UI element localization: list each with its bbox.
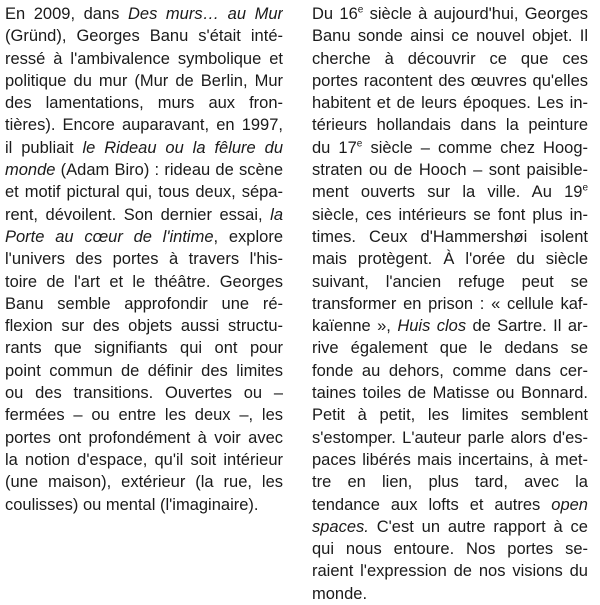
text-segment: ou des transitions. Ouvertes ou – [5, 384, 283, 403]
text-segment: rants que signifiants qui ont pour [5, 339, 283, 358]
left-text-line [5, 337, 283, 359]
left-text-line [5, 114, 283, 136]
text-segment: cherche à découvrir ce que ces [312, 49, 588, 68]
left-text-line [5, 404, 283, 426]
right-text-line [312, 494, 588, 516]
text-segment: térieurs hollandais dans la peinture [312, 116, 588, 135]
left-text-line [5, 181, 283, 203]
italic-title: monde [5, 161, 56, 180]
right-text-line [312, 114, 588, 136]
left-text-line [5, 3, 283, 25]
text-segment: ment ouverts sur la ville. Au 19 [312, 183, 583, 202]
left-text-line [5, 248, 283, 270]
text-segment: qui nous entoure. Nos portes se- [312, 540, 588, 559]
italic-title: Des murs… au Mur [127, 5, 283, 23]
left-text-line [5, 494, 283, 516]
text-segment: suivant, l'ancien refuge peut se [312, 272, 588, 291]
left-text-line [5, 360, 283, 382]
text-segment: portes ont profondément à voir avec [5, 428, 283, 447]
text-segment: Du 16 [312, 5, 358, 23]
text-segment: siècle à aujourd'hui, Georges [363, 5, 588, 23]
left-text-line [5, 427, 283, 449]
right-text-line [312, 25, 588, 47]
text-segment: rent, dévoilent. Son dernier essai, [5, 205, 271, 224]
text-segment: ressé à l'ambivalence symbolique et [5, 49, 283, 68]
text-segment: paces libérés mais incertains, à met- [312, 450, 588, 469]
text-segment: kaïenne », [312, 317, 398, 336]
right-text-line [312, 516, 588, 538]
text-segment: taines toiles de Matisse ou Bonnard. [312, 384, 588, 403]
right-column [312, 3, 588, 605]
left-text-line [5, 137, 283, 159]
text-segment: tendance aux lofts et autres [312, 495, 552, 514]
text-segment: rive également que le dedans se [312, 339, 588, 358]
text-segment: Banu semble approfondir une ré- [5, 294, 283, 313]
left-text-line [5, 449, 283, 471]
text-segment: transformer en prison : « cellule kaf- [312, 294, 588, 313]
left-text-line [5, 92, 283, 114]
text-segment: siècle, ces intérieurs se font plus in- [312, 205, 588, 224]
right-text-line [312, 337, 588, 359]
italic-title: Huis clos [397, 317, 467, 336]
right-text-line [312, 248, 588, 270]
text-segment: , explore [213, 227, 283, 246]
italic-title: le Rideau ou la fêlure du [82, 138, 283, 157]
text-segment: de Sartre. Il ar- [466, 317, 588, 336]
text-segment: times. Ceux d'Hammershøi isolent [312, 227, 588, 246]
superscript: e [582, 182, 588, 194]
italic-title: Porte au cœur de l'intime [5, 227, 214, 246]
italic-title: open [551, 495, 588, 514]
left-text-line [5, 159, 283, 181]
text-segment: (Adam Biro) : rideau de scène [55, 161, 283, 180]
text-segment: (Gründ), Georges Banu s'était inté- [5, 27, 283, 46]
right-text-line [312, 404, 588, 426]
text-segment: la notion d'espace, qu'il soit intérieur [5, 450, 283, 469]
right-text-line [312, 271, 588, 293]
right-text-line [312, 3, 588, 25]
text-segment: raient l'expression de nos visions du [312, 562, 588, 581]
italic-title: spaces. [312, 517, 369, 536]
left-text-line [5, 315, 283, 337]
text-segment: toire de l'art et le théâtre. Georges [5, 272, 283, 291]
right-text-line [312, 471, 588, 493]
text-segment: point commun de définir des limites [5, 361, 283, 380]
left-text-line [5, 471, 283, 493]
right-text-line [312, 449, 588, 471]
text-segment: siècle – comme chez Hoog- [362, 138, 588, 157]
left-text-line [5, 293, 283, 315]
text-segment: s'estomper. L'auteur parle alors d'es- [312, 428, 588, 447]
left-text-line [5, 48, 283, 70]
text-segment: portes racontent des œuvres qu'elles [312, 71, 588, 90]
text-segment: et motif pictural qui, tous deux, sépa- [5, 183, 283, 202]
right-text-line [312, 181, 588, 203]
text-segment: C'est un autre rapport à ce [368, 517, 588, 536]
left-text-line [5, 271, 283, 293]
right-text-line [312, 538, 588, 560]
superscript: e [357, 4, 364, 16]
text-segment: tre en lien, plus tard, avec la [312, 473, 588, 492]
text-segment: fonde au dehors, comme dans cer- [312, 361, 588, 380]
right-text-line [312, 360, 588, 382]
text-segment: monde. [312, 584, 368, 603]
right-text-line [312, 583, 588, 605]
left-text-line [5, 204, 283, 226]
right-text-line [312, 48, 588, 70]
right-text-line [312, 315, 588, 337]
left-text-line [5, 382, 283, 404]
left-text-line [5, 226, 283, 248]
text-segment: straten ou de Hooch – sont paisible- [312, 161, 588, 180]
right-text-line [312, 204, 588, 226]
right-text-line [312, 159, 588, 181]
right-text-line [312, 137, 588, 159]
superscript: e [356, 138, 363, 150]
right-text-line [312, 70, 588, 92]
text-segment: mais protègent. À l'orée du siècle [312, 250, 588, 269]
text-segment: Petit à petit, les limites semblent [312, 406, 588, 425]
text-segment: Banu sonde ainsi ce nouvel objet. Il [312, 27, 588, 46]
text-segment: flexion sur des objets aussi structu- [5, 317, 283, 336]
text-segment: du 17 [312, 138, 357, 157]
text-segment: fermées – ou entre les deux –, les [5, 406, 283, 425]
italic-title: la [270, 205, 283, 224]
left-text-line [5, 25, 283, 47]
text-segment: coulisses) ou mental (l'imaginaire). [5, 495, 259, 514]
right-text-line [312, 226, 588, 248]
right-text-line [312, 382, 588, 404]
text-segment: il publiait [5, 138, 83, 157]
text-segment: l'univers des portes à travers l'his- [5, 250, 283, 269]
right-text-line [312, 427, 588, 449]
text-segment: En 2009, dans [5, 5, 128, 23]
text-segment: (une maison), extérieur (la rue, les [5, 473, 283, 492]
text-segment: tières). Encore auparavant, en 1997, [5, 116, 283, 135]
left-text-line [5, 70, 283, 92]
right-text-line [312, 92, 588, 114]
left-column [5, 3, 283, 516]
text-segment: habitent et de leurs époques. Les in- [312, 94, 588, 113]
text-segment: des lamentations, murs aux fron- [5, 94, 283, 113]
right-text-line [312, 293, 588, 315]
text-segment: politique du mur (Mur de Berlin, Mur [5, 71, 283, 90]
